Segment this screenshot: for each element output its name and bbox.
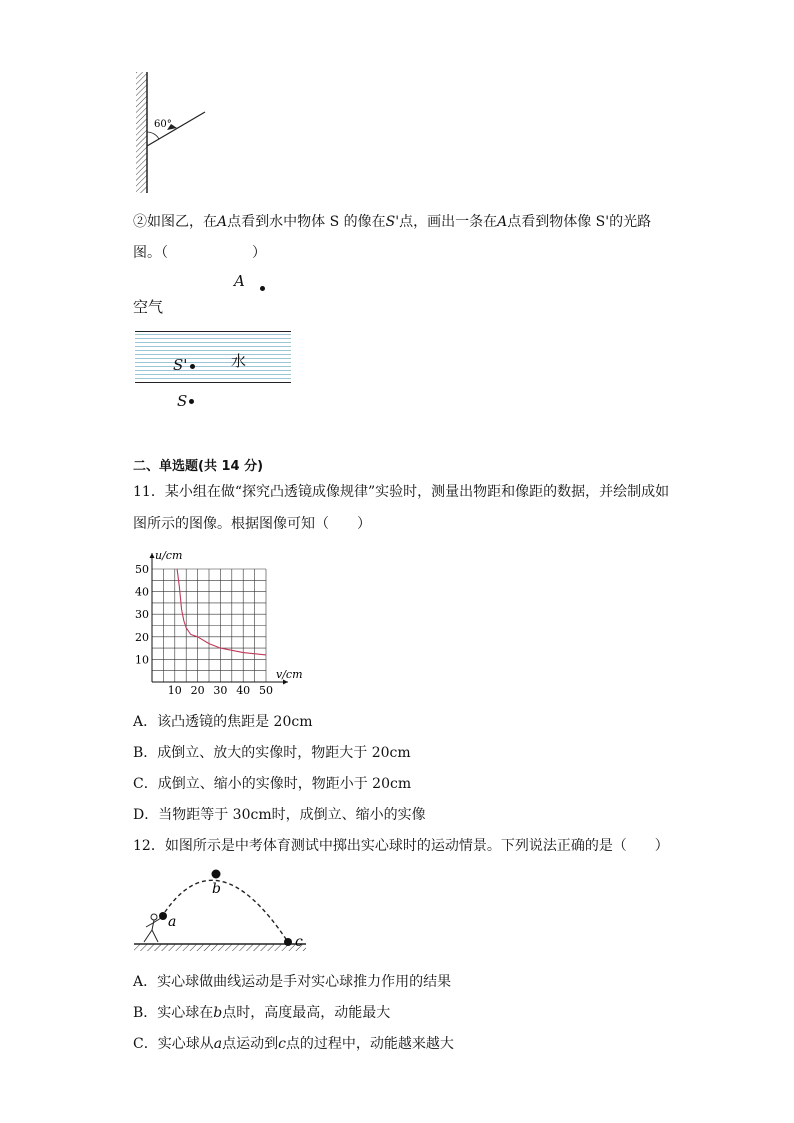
trajectory <box>161 880 288 942</box>
q12-option-c <box>133 1034 454 1054</box>
angle-label: 60° <box>154 119 172 130</box>
point-a-label: A <box>234 272 245 290</box>
q11-line2: 图所示的图像。根据图像可知（ ） <box>133 516 371 532</box>
chart-grid <box>152 569 266 682</box>
text: 点运动到 <box>222 1036 279 1052</box>
ball-c <box>284 938 292 946</box>
q11-option-a: A．该凸透镜的焦距是 20cm <box>133 714 313 730</box>
text: 点，画出一条在 <box>399 214 498 230</box>
x-tick-label: 20 <box>190 684 205 697</box>
label-c: c <box>295 934 303 950</box>
uv-chart <box>130 545 310 697</box>
y-axis-label: u/cm <box>155 549 183 562</box>
q10-part2-line2: 图。（ ） <box>133 245 266 261</box>
chart-axes <box>150 553 289 685</box>
point-c-inline: c <box>278 1036 286 1052</box>
q10-part2-line1 <box>133 212 651 232</box>
x-tick-label: 40 <box>236 684 251 697</box>
mirror-figure <box>133 70 213 196</box>
point-a-dot <box>260 286 265 291</box>
q11-option-b: B．成倒立、放大的实像时，物距大于 20cm <box>133 745 411 761</box>
q11-option-d: D．当物距等于 30cm时，成倒立、缩小的实像 <box>133 807 426 823</box>
y-axis-arrow <box>150 553 155 558</box>
label-a: a <box>168 914 177 930</box>
water-layer <box>135 331 291 383</box>
text: 点看到水中物体 S 的像在 <box>227 214 386 230</box>
s-dot <box>189 399 194 404</box>
chart-ticks <box>135 563 273 697</box>
x-tick-label: 10 <box>167 684 182 697</box>
x-tick-label: 50 <box>259 684 273 697</box>
q12-option-a: A．实心球做曲线运动是手对实心球推力作用的结果 <box>133 974 452 990</box>
angle-arc <box>147 132 159 139</box>
text: 点看到物体像 S'的光路 <box>507 214 652 230</box>
water-figure <box>133 268 303 418</box>
text: C．实心球从 <box>133 1036 214 1052</box>
text: B．实心球在 <box>133 1005 214 1021</box>
text: ②如图乙，在 <box>133 214 217 230</box>
air-label: 空气 <box>133 298 164 316</box>
point-a-inline: a <box>213 1036 223 1052</box>
point-a-inline: A <box>217 214 228 230</box>
point-a-inline-2: A <box>497 214 508 230</box>
y-tick-label: 20 <box>135 630 149 644</box>
s-prime-dot <box>190 364 195 369</box>
water-label: 水 <box>231 352 247 370</box>
ball-a <box>159 912 167 920</box>
series-line <box>177 569 266 655</box>
ground-hatch <box>134 944 306 951</box>
y-tick-label: 30 <box>135 608 149 622</box>
ball-b <box>212 870 221 879</box>
s-label: S <box>177 392 188 410</box>
x-axis-label: v/cm <box>276 668 303 681</box>
mirror-hatch <box>136 72 147 193</box>
section-title: 二、单选题(共 14 分) <box>133 459 264 474</box>
point-b-inline: b <box>213 1005 223 1021</box>
q12-option-b <box>133 1003 390 1023</box>
y-tick-label: 40 <box>135 585 149 599</box>
x-tick-label: 30 <box>213 684 228 697</box>
y-tick-label: 50 <box>135 563 149 576</box>
q11-line1: 11．某小组在做“探究凸透镜成像规律”实验时，测量出物距和像距的数据，并绘制成如 <box>133 484 670 500</box>
athlete-icon <box>144 914 161 942</box>
q11-option-c: C．成倒立、缩小的实像时，物距小于 20cm <box>133 776 412 792</box>
s-prime-label: S' <box>173 356 188 374</box>
chart-series <box>177 569 266 655</box>
text: 点时，高度最高，动能最大 <box>222 1005 391 1021</box>
text: 点的过程中，动能越来越大 <box>285 1036 454 1052</box>
point-s-prime-inline: S' <box>385 214 400 230</box>
label-b: b <box>212 881 221 897</box>
y-tick-label: 10 <box>135 653 149 667</box>
q12-line1: 12．如图所示是中考体育测试中掷出实心球时的运动情景。下列说法正确的是（ ） <box>133 838 669 854</box>
shot-put-figure <box>130 862 310 962</box>
